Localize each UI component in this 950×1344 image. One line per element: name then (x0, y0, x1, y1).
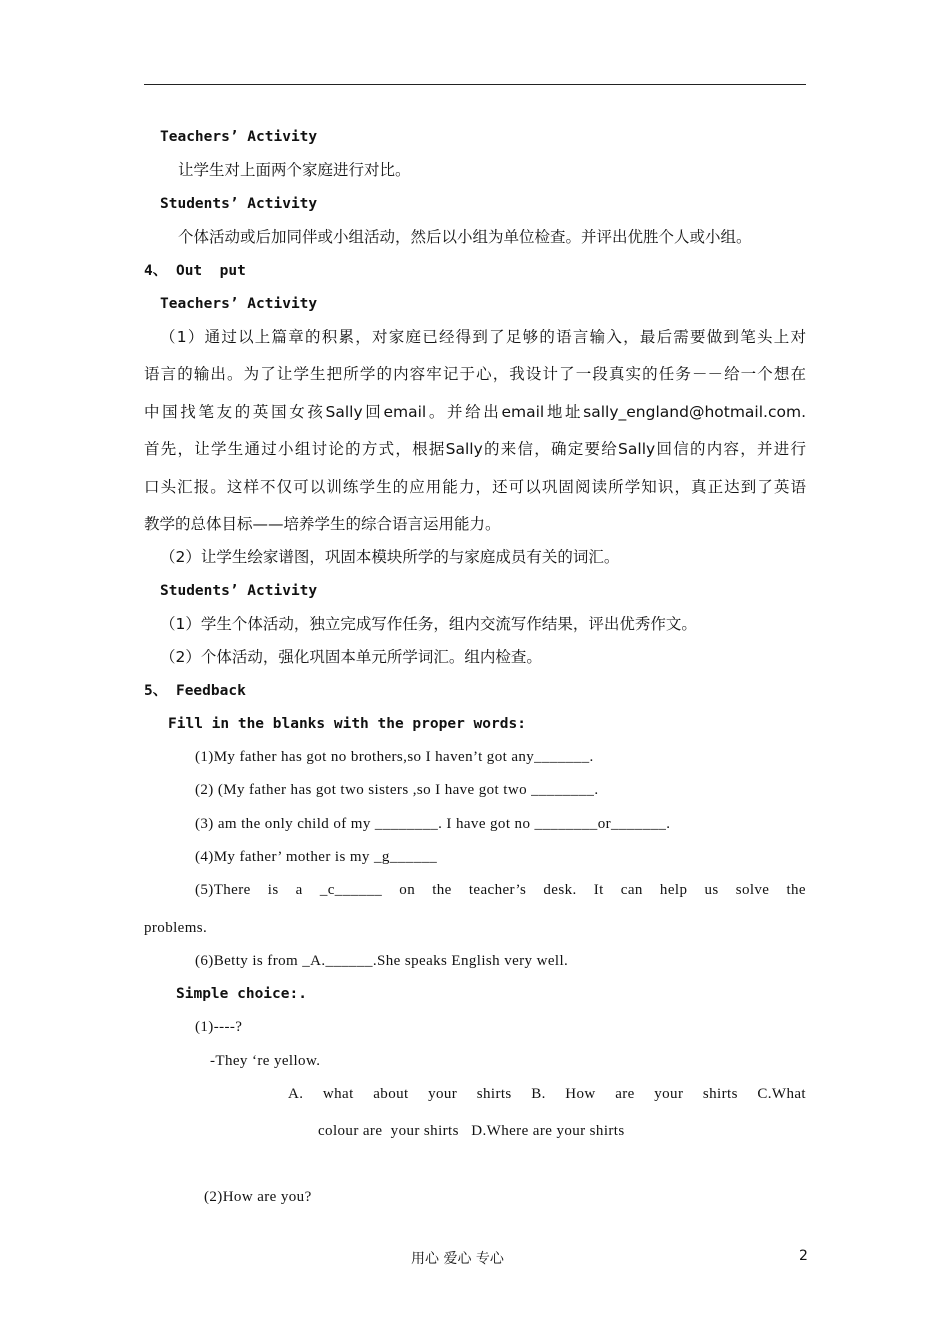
students-activity-heading: Students’ Activity (160, 196, 318, 212)
choice-options: A. what about your shirts B. How are your shirts C.What (288, 1086, 806, 1102)
simple-choice-heading: Simple choice:. (176, 986, 307, 1002)
exercise-item: (2) (My father has got two sisters ,so I have got two ________. (195, 782, 599, 798)
choice-answer-line: -They ‘re yellow. (210, 1053, 321, 1069)
choice-options-continuation: colour are your shirts D.Where are your shirts (318, 1123, 625, 1139)
paragraph-line: （1）通过以上篇章的积累，对家庭已经得到了足够的语言输入，最后需要做到笔头上对 (160, 328, 806, 346)
exercise-item: (6)Betty is from _A.______.She speaks English very well. (195, 953, 569, 969)
paragraph-line: 首先，让学生通过小组讨论的方式，根据Sally的来信，确定要给Sally回信的内容，并进行 (144, 440, 806, 458)
header-rule (144, 84, 806, 85)
paragraph-line: 让学生对上面两个家庭进行对比。 (178, 161, 411, 179)
teachers-activity-heading: Teachers’ Activity (160, 129, 318, 145)
exercise-instruction: Fill in the blanks with the proper words: (168, 716, 526, 732)
paragraph-line: 口头汇报。这样不仅可以训练学生的应用能力，还可以巩固阅读所学知识，真正达到了英语 (144, 478, 806, 496)
paragraph-line: 个体活动或后加同伴或小组活动，然后以小组为单位检查。并评出优胜个人或小组。 (178, 228, 752, 246)
paragraph-line: 语言的输出。为了让学生把所学的内容牢记于心，我设计了一段真实的任务－－给一个想在 (144, 365, 806, 383)
paragraph-line: （2）让学生绘家谱图，巩固本模块所学的与家庭成员有关的词汇。 (160, 548, 620, 566)
exercise-item: (1)My father has got no brothers,so I haven’t got any_______. (195, 749, 594, 765)
teachers-activity-heading: Teachers’ Activity (160, 296, 318, 312)
section-heading-feedback: 5、 Feedback (144, 683, 246, 699)
page-number: 2 (799, 1248, 808, 1264)
footer-motto: 用心 爱心 专心 (411, 1251, 504, 1267)
exercise-item: (5)There is a _c______ on the teacher’s desk. It can help us solve the (195, 882, 806, 898)
students-activity-heading: Students’ Activity (160, 583, 318, 599)
choice-question: (1)----? (195, 1019, 243, 1035)
exercise-item: (3) am the only child of my ________. I have got no ________or_______. (195, 816, 671, 832)
exercise-item-continuation: problems. (144, 920, 208, 936)
paragraph-line: （1）学生个体活动，独立完成写作任务，组内交流写作结果，评出优秀作文。 (160, 615, 697, 633)
paragraph-line: （2）个体活动，强化巩固本单元所学词汇。组内检查。 (160, 648, 542, 666)
section-heading-output: 4、 Out put (144, 263, 246, 279)
choice-question: (2)How are you? (204, 1189, 312, 1205)
exercise-item: (4)My father’ mother is my _g______ (195, 849, 438, 865)
paragraph-line: 教学的总体目标——培养学生的综合语言运用能力。 (144, 515, 501, 533)
paragraph-line: 中国找笔友的英国女孩Sally回email。并给出email地址sally_england@hotmail.com. (144, 403, 806, 421)
